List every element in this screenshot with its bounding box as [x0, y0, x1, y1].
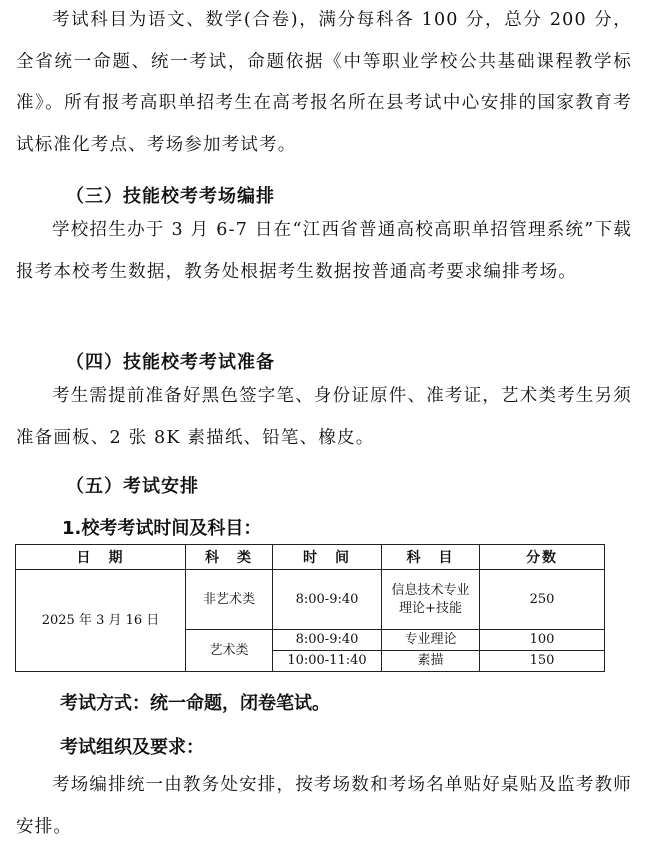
section-heading-venue-arrangement: （三）技能校考考场编排	[66, 186, 275, 207]
exam-organization-heading: 考试组织及要求：	[60, 737, 204, 758]
score-cell: 150	[480, 651, 605, 672]
subheading-exam-time-subjects: 1.校考考试时间及科目：	[62, 518, 262, 539]
header-category: 科 类	[186, 545, 273, 570]
time-cell: 8:00-9:40	[273, 570, 382, 630]
table-header-row	[16, 545, 605, 570]
subject-cell: 专业理论	[382, 630, 480, 651]
date-cell: 2025 年 3 月 16 日	[16, 570, 186, 672]
header-date: 日 期	[16, 545, 186, 570]
header-score: 分数	[480, 545, 605, 570]
header-subject: 科 目	[382, 545, 480, 570]
exam-method-line: 考试方式：统一命题，闭卷笔试。	[60, 693, 330, 714]
score-cell: 250	[480, 570, 605, 630]
time-cell: 8:00-9:40	[273, 630, 382, 651]
subject-cell: 素描	[382, 651, 480, 672]
subject-cell: 信息技术专业理论+技能	[382, 570, 480, 630]
header-time: 时 间	[273, 545, 382, 570]
exam-preparation-paragraph: 考生需提前准备好黑色签字笔、身份证原件、准考证，艺术类考生另须准备画板、2 张 8K 素描纸、铅笔、橡皮。	[16, 386, 632, 448]
venue-arrangement-paragraph: 学校招生办于 3 月 6-7 日在“江西省普通高校高职单招管理系统”下载报考本校考生数据，教务处根据考生数据按普通高考要求编排考场。	[16, 220, 632, 282]
category-cell-non-art: 非艺术类	[186, 570, 273, 630]
score-cell: 100	[480, 630, 605, 651]
exam-organization-paragraph: 考场编排统一由教务处安排，按考场数和考场名单贴好桌贴及监考教师安排。	[16, 775, 632, 837]
table-row	[16, 570, 605, 630]
exam-schedule-table	[15, 544, 605, 672]
section-heading-exam-preparation: （四）技能校考考试准备	[66, 352, 275, 373]
category-cell-art: 艺术类	[186, 630, 273, 672]
exam-subjects-paragraph: 考试科目为语文、数学(合卷)，满分每科各 100 分，总分 200 分，全省统一命题、统一考试，命题依据《中等职业学校公共基础课程教学标准》。所有报考高职单招考生在高考报名所在县考试中心安排的国家教育考试标准化考点、考场参加考试考。	[16, 10, 632, 155]
time-cell: 10:00-11:40	[273, 651, 382, 672]
section-heading-exam-schedule: （五）考试安排	[66, 476, 199, 497]
